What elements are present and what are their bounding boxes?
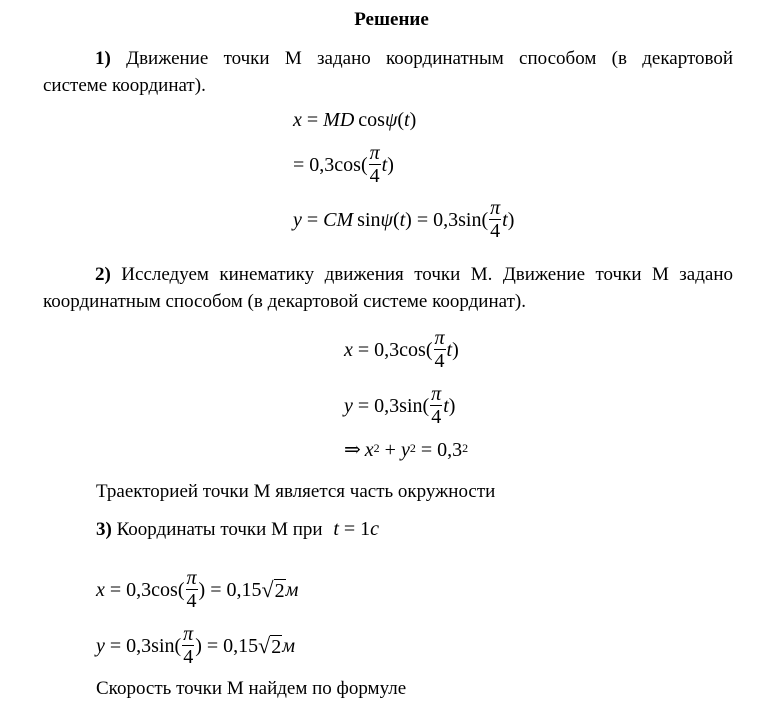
equation-x-md-cos: x = MD cos ψ ( t ) [293,109,417,131]
fraction-pi-over-4: $\frac{\pi}{4}$ [434,327,445,372]
paragraph-3-line: 3) Координаты точки М при t = 1c [96,518,380,540]
fraction-pi-over-4: $\frac{\pi}{4}$ [431,383,442,428]
solution-title: Решение [354,9,429,30]
fraction-pi-over-4: $\frac{\pi}{4}$ [369,142,380,187]
equation-circle: ⇒ x $^2$ + y $^2$ = 0,3 $^2$ [344,439,469,461]
paragraph-3-number: 3) [96,519,112,540]
paragraph-2-line-2: координатным способом (в декартовой системе координат). [43,291,526,312]
speed-text: Скорость точки М найдем по формуле [96,678,407,699]
trajectory-text: Траекторией точки М является часть окружности [96,481,496,502]
equation-y-cm-sin: y = CM sin ψ ( t ) = 0,3sin( $\frac{\pi}{4}$ t ) [293,197,515,242]
sqrt-2: √ 2 [261,576,285,602]
equation-y-value: y = 0,3sin( $\frac{\pi}{4}$ ) = 0,15 √ 2 м [96,623,295,668]
paragraph-2-line-1 [43,262,733,288]
sqrt-2: √ 2 [258,632,282,658]
equation-x-cos: x = 0,3cos( $\frac{\pi}{4}$ t ) [344,327,459,372]
paragraph-1-line-2: системе координат). [43,75,206,96]
equation-y-sin: y = 0,3sin( $\frac{\pi}{4}$ t ) [344,383,456,428]
paragraph-2-text: Исследуем кинематику движения точки М. Движение точки М задано [121,264,734,285]
paragraph-1-line-1 [43,46,733,72]
fraction-pi-over-4: $\frac{\pi}{4}$ [186,567,197,612]
paragraph-1-text: Движение точки М задано координатным способом (в декартовой [126,48,734,69]
equation-x-value: x = 0,3cos( $\frac{\pi}{4}$ ) = 0,15 √ 2 м [96,567,299,612]
fraction-pi-over-4: $\frac{\pi}{4}$ [183,623,194,668]
paragraph-3-text: Координаты точки М при [116,519,323,540]
equation-x-cont: = 0,3cos( $\frac{\pi}{4}$ t ) [293,142,394,187]
paragraph-1-number: 1) [95,48,111,69]
implies-symbol: ⇒ [344,439,361,461]
paragraph-2-number: 2) [95,264,111,285]
fraction-pi-over-4: $\frac{\pi}{4}$ [490,197,501,242]
